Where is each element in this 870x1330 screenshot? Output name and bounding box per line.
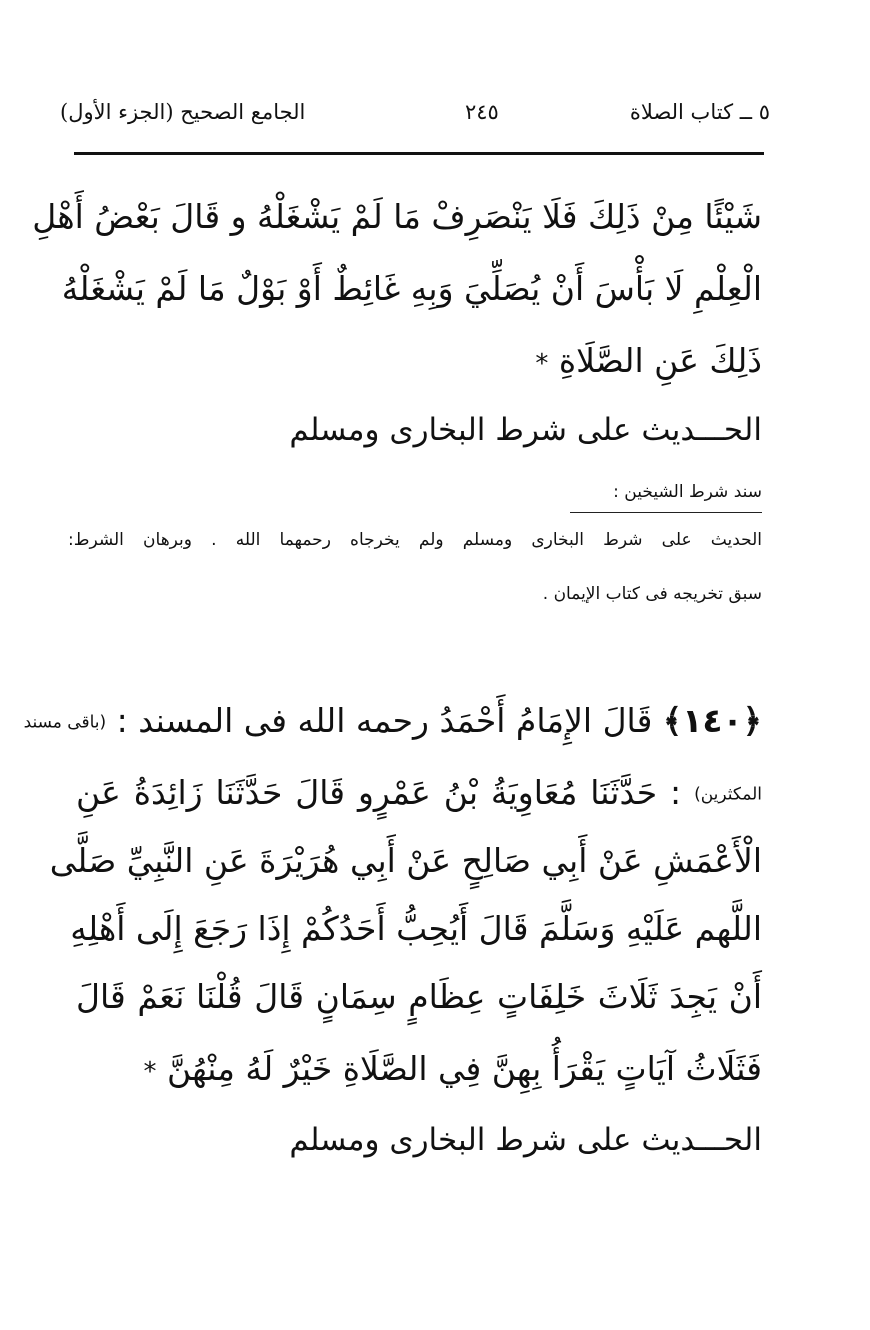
hadith-prev-line-3-text: ذَلِكَ عَنِ الصَّلَاةِ [558, 341, 762, 380]
hadith-140-line-1 [76, 770, 762, 818]
chapter-title: ٥ ــ كتاب الصلاة [629, 100, 770, 124]
sanad-heading: سند شرط الشيخين : [613, 482, 762, 502]
hadith-number: ﴿١٤٠﴾ [662, 701, 762, 740]
hadith-140-line-3: اللَّهم عَلَيْهِ وَسَلَّمَ قَالَ أَيُحِبُّ أَحَدُكُمْ إِذَا رَجَعَ إِلَى أَهْلِهِ [70, 909, 762, 948]
book-title: الجامع الصحيح (الجزء الأول) [60, 100, 306, 124]
source-reference-part-1: (باقى مسند [23, 712, 107, 733]
hadith-140-line-2: الْأَعْمَشِ عَنْ أَبِي صَالِحٍ عَنْ أَبِي هُرَيْرَةَ عَنِ النَّبِيِّ صَلَّى [49, 841, 762, 880]
hadith-140-line-4: أَنْ يَجِدَ ثَلَاثَ خَلِفَاتٍ عِظَامٍ سِمَانٍ قَالَ قُلْنَا نَعَمْ قَالَ [76, 977, 762, 1016]
hadith-140-grading: الحـــديث على شرط البخارى ومسلم [289, 1122, 762, 1158]
end-star-mark: * [143, 1057, 157, 1087]
hadith-140-intro-line [23, 698, 762, 746]
header-divider [74, 152, 764, 155]
hadith-prev-grading: الحـــديث على شرط البخارى ومسلم [289, 412, 762, 448]
sanad-line-1: الحديث على شرط البخارى ومسلم ولم يخرجاه رحمهما الله . وبرهان الشرط: [68, 530, 762, 550]
hadith-140-line-5 [76, 1046, 762, 1095]
hadith-prev-line-1: شَيْئًا مِنْ ذَلِكَ فَلَا يَنْصَرِفْ مَا لَمْ يَشْغَلْهُ و قَالَ بَعْضُ أَهْلِ [32, 197, 762, 236]
source-reference-part-2: المكثرين) [694, 784, 762, 805]
sanad-heading-underline [570, 512, 762, 513]
hadith-140-line-1-text: : حَدَّثَنَا مُعَاوِيَةُ بْنُ عَمْرٍو قَالَ حَدَّثَنَا زَائِدَةُ عَنِ [76, 773, 682, 812]
hadith-140-line-5-text: فَثَلَاثُ آيَاتٍ يَقْرَأُ بِهِنَّ فِي الصَّلَاةِ خَيْرٌ لَهُ مِنْهُنَّ [166, 1049, 762, 1088]
hadith-prev-line-2: الْعِلْمِ لَا بَأْسَ أَنْ يُصَلِّيَ وَبِهِ غَائِطٌ أَوْ بَوْلٌ مَا لَمْ يَشْغَلْهُ [61, 269, 762, 308]
hadith-prev-line-3 [76, 338, 762, 387]
page-number: ٢٤٥ [465, 100, 499, 124]
page-header [60, 100, 770, 134]
hadith-140-intro: قَالَ الإِمَامُ أَحْمَدُ رحمه الله فى المسند : [116, 701, 653, 740]
sanad-line-2: سبق تخريجه فى كتاب الإيمان . [542, 584, 762, 604]
end-star-mark: * [535, 349, 549, 379]
